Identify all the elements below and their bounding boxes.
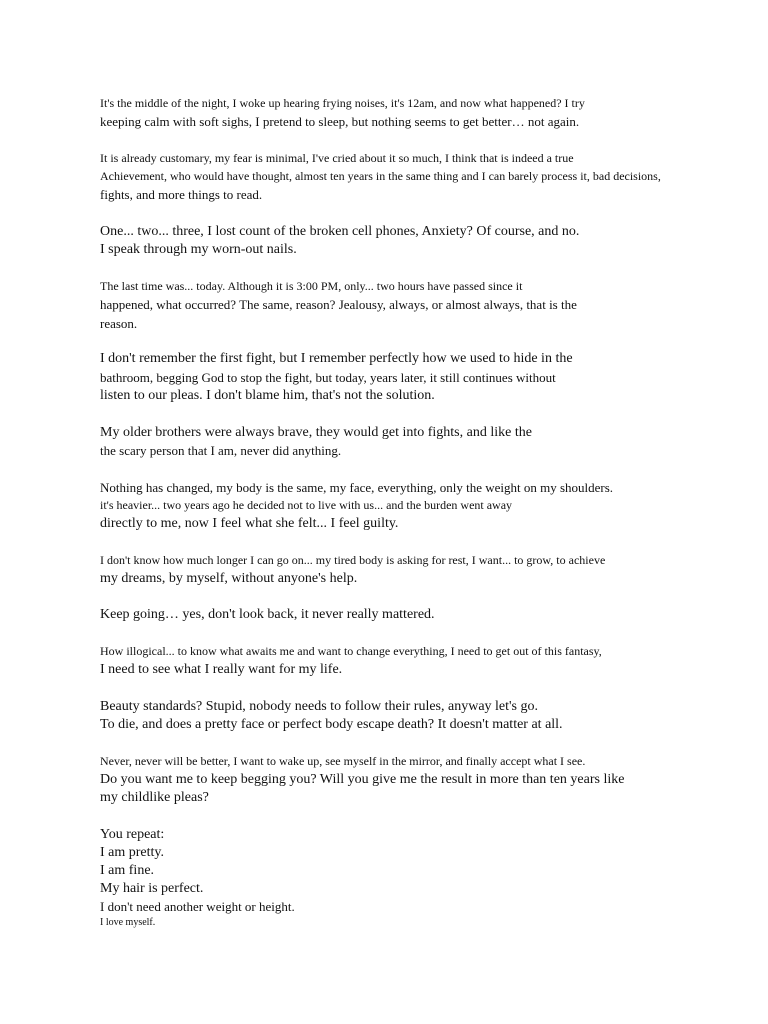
paragraph-7-line-1: Nothing has changed, my body is the same, my face, everything, only the weight on my shoulders.	[100, 480, 614, 495]
paragraph-1-line-1: It's the middle of the night, I woke up hearing frying noises, it's 12am, and now what happened? I try	[100, 96, 585, 110]
paragraph-4-line-3: reason.	[100, 316, 138, 331]
paragraph-13-line-1: You repeat:	[100, 827, 165, 842]
paragraph-7-line-3: directly to me, now I feel what she felt... I feel guilty.	[100, 516, 399, 531]
paragraph-10-line-2: I need to see what I really want for my life.	[100, 662, 343, 677]
paragraph-9-line-1: Keep going… yes, don't look back, it never really mattered.	[100, 607, 435, 622]
paragraph-11-line-2: To die, and does a pretty face or perfect body escape death? It doesn't matter at all.	[100, 717, 563, 732]
paragraph-7-line-2: it's heavier... two years ago he decided not to live with us... and the burden went away	[100, 498, 513, 512]
paragraph-13-line-6: I love myself.	[100, 917, 156, 928]
paragraph-5-line-2: bathroom, begging God to stop the fight, but today, years later, it still continues without	[100, 370, 556, 385]
paragraph-8-line-2: my dreams, by myself, without anyone's help.	[100, 571, 358, 586]
paragraph-2-line-1: It is already customary, my fear is minimal, I've cried about it so much, I think that is indeed a true	[100, 151, 574, 165]
paragraph-1-line-2: keeping calm with soft sighs, I pretend to sleep, but nothing seems to get better… not again.	[100, 114, 580, 129]
paragraph-2-line-3: fights, and more things to read.	[100, 187, 263, 202]
paragraph-13-line-5: I don't need another weight or height.	[100, 899, 295, 914]
paragraph-13-line-3: I am fine.	[100, 863, 155, 878]
paragraph-3-line-1: One... two... three, I lost count of the broken cell phones, Anxiety? Of course, and no.	[100, 224, 580, 239]
paragraph-6-line-2: the scary person that I am, never did anything.	[100, 443, 342, 458]
paragraph-12-line-1: Never, never will be better, I want to wake up, see myself in the mirror, and finally accept what I see.	[100, 754, 586, 768]
paragraph-11-line-1: Beauty standards? Stupid, nobody needs to follow their rules, anyway let's go.	[100, 699, 538, 714]
paragraph-13-line-2: I am pretty.	[100, 845, 165, 860]
paragraph-12-line-2: Do you want me to keep begging you? Will you give me the result in more than ten years like	[100, 772, 625, 787]
paragraph-5-line-3: listen to our pleas. I don't blame him, that's not the solution.	[100, 388, 435, 403]
paragraph-10-line-1: How illogical... to know what awaits me and want to change everything, I need to get out of this fantasy,	[100, 644, 602, 658]
paragraph-3-line-2: I speak through my worn-out nails.	[100, 242, 297, 257]
paragraph-6-line-1: My older brothers were always brave, they would get into fights, and like the	[100, 425, 532, 440]
paragraph-5-line-1: I don't remember the first fight, but I remember perfectly how we used to hide in the	[100, 351, 573, 366]
paragraph-8-line-1: I don't know how much longer I can go on... my tired body is asking for rest, I want... to grow, to achieve	[100, 553, 606, 567]
paragraph-13-line-4: My hair is perfect.	[100, 881, 204, 896]
paragraph-2-line-2: Achievement, who would have thought, almost ten years in the same thing and I can barely process it, bad decisions,	[100, 169, 661, 183]
paragraph-4-line-2: happened, what occurred? The same, reason? Jealousy, always, or almost always, that is the	[100, 297, 577, 312]
paragraph-12-line-3: my childlike pleas?	[100, 790, 209, 805]
paragraph-4-line-1: The last time was... today. Although it is 3:00 PM, only... two hours have passed since it	[100, 279, 523, 293]
